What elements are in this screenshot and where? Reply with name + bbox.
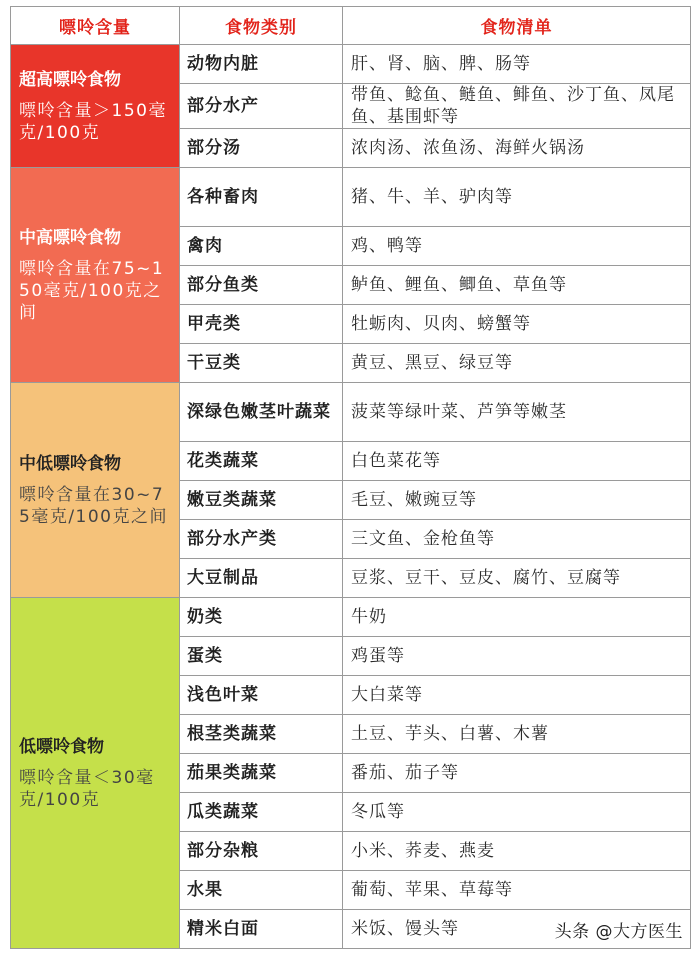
watermark: 头条 @大方医生 — [554, 922, 683, 942]
food-list: 土豆、芋头、白薯、木薯 — [343, 715, 691, 754]
food-category: 水果 — [180, 871, 343, 910]
food-list: 冬瓜等 — [343, 793, 691, 832]
table-row — [11, 598, 691, 637]
food-category: 部分杂粮 — [180, 832, 343, 871]
header-category: 食物类别 — [180, 7, 343, 45]
food-list: 大白菜等 — [343, 676, 691, 715]
food-list: 鸡蛋等 — [343, 637, 691, 676]
food-category: 花类蔬菜 — [180, 442, 343, 481]
level-description: 嘌呤含量＜30毫克/100克 — [19, 768, 155, 810]
food-category: 精米白面 — [180, 910, 343, 949]
food-category: 部分汤 — [180, 129, 343, 168]
purine-level-cell — [11, 168, 180, 383]
table-row — [11, 45, 691, 84]
level-description: 嘌呤含量在30~75毫克/100克之间 — [19, 485, 168, 527]
food-category: 瓜类蔬菜 — [180, 793, 343, 832]
purine-level-cell — [11, 598, 180, 949]
food-category: 蛋类 — [180, 637, 343, 676]
food-list: 浓肉汤、浓鱼汤、海鲜火锅汤 — [343, 129, 691, 168]
food-list: 鸡、鸭等 — [343, 227, 691, 266]
purine-level-cell — [11, 383, 180, 598]
table-row — [11, 383, 691, 442]
food-list: 白色菜花等 — [343, 442, 691, 481]
food-category: 甲壳类 — [180, 305, 343, 344]
level-title: 超高嘌呤食物 — [19, 70, 121, 90]
food-category: 部分水产 — [180, 84, 343, 129]
food-category: 茄果类蔬菜 — [180, 754, 343, 793]
food-category: 嫩豆类蔬菜 — [180, 481, 343, 520]
food-category: 深绿色嫩茎叶蔬菜 — [180, 383, 343, 442]
food-list: 黄豆、黑豆、绿豆等 — [343, 344, 691, 383]
food-list: 牡蛎肉、贝肉、螃蟹等 — [343, 305, 691, 344]
food-category: 各种畜肉 — [180, 168, 343, 227]
table-header-row — [11, 7, 691, 45]
purine-level-cell — [11, 45, 180, 168]
food-category: 干豆类 — [180, 344, 343, 383]
food-list: 葡萄、苹果、草莓等 — [343, 871, 691, 910]
food-list: 米饭、馒头等 — [343, 910, 691, 949]
food-list: 猪、牛、羊、驴肉等 — [343, 168, 691, 227]
food-list: 菠菜等绿叶菜、芦笋等嫩茎 — [343, 383, 691, 442]
food-category: 浅色叶菜 — [180, 676, 343, 715]
food-list: 带鱼、鲶鱼、鲢鱼、鲱鱼、沙丁鱼、凤尾鱼、基围虾等 — [343, 84, 691, 129]
level-title: 中低嘌呤食物 — [19, 454, 121, 474]
food-category: 根茎类蔬菜 — [180, 715, 343, 754]
purine-food-table — [10, 6, 691, 949]
header-list: 食物清单 — [343, 7, 691, 45]
header-level: 嘌呤含量 — [11, 7, 180, 45]
food-category: 动物内脏 — [180, 45, 343, 84]
level-title: 低嘌呤食物 — [19, 737, 104, 757]
table-body — [11, 45, 691, 949]
food-category: 禽肉 — [180, 227, 343, 266]
level-title: 中高嘌呤食物 — [19, 228, 121, 248]
food-list: 番茄、茄子等 — [343, 754, 691, 793]
food-list: 牛奶 — [343, 598, 691, 637]
table-row — [11, 168, 691, 227]
food-list: 毛豆、嫩豌豆等 — [343, 481, 691, 520]
food-category: 奶类 — [180, 598, 343, 637]
level-description: 嘌呤含量＞150毫克/100克 — [19, 101, 167, 143]
food-list: 三文鱼、金枪鱼等 — [343, 520, 691, 559]
level-description: 嘌呤含量在75~150毫克/100克之间 — [19, 259, 165, 323]
food-list: 肝、肾、脑、脾、肠等 — [343, 45, 691, 84]
food-list: 小米、荞麦、燕麦 — [343, 832, 691, 871]
food-list: 豆浆、豆干、豆皮、腐竹、豆腐等 — [343, 559, 691, 598]
food-list: 鲈鱼、鲤鱼、鲫鱼、草鱼等 — [343, 266, 691, 305]
food-category: 部分水产类 — [180, 520, 343, 559]
food-category: 部分鱼类 — [180, 266, 343, 305]
food-category: 大豆制品 — [180, 559, 343, 598]
